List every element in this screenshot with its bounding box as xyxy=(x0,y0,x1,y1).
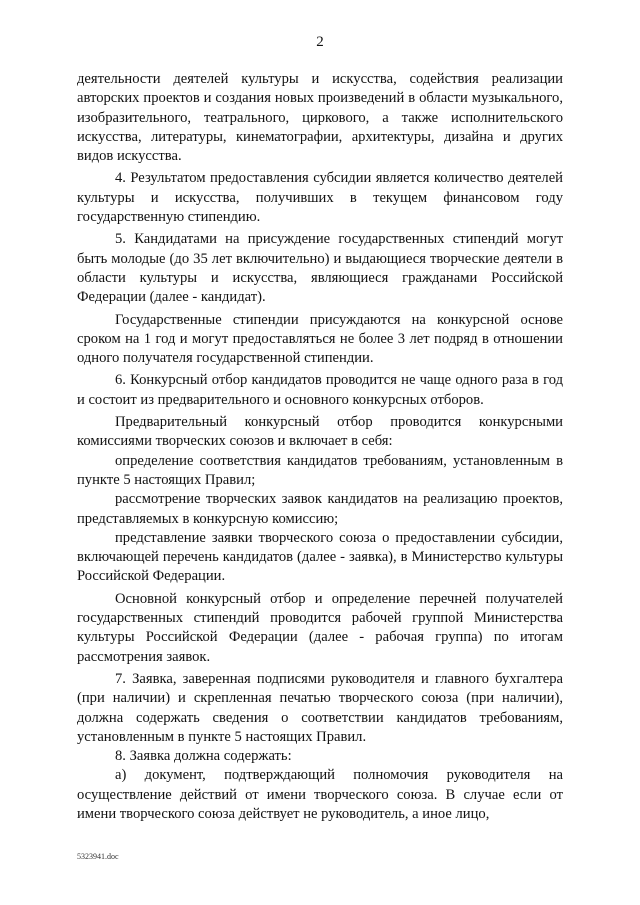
paragraph-item-8: 8. Заявка должна содержать: xyxy=(115,748,292,765)
paragraph-item-7: 7. Заявка, заверенная подписями руководителя и главного бухгалтера (при наличии) и скрепленная печатью творческого союза (при наличии), должна содержать сведения о соответствии кандидатов требованиям, установленным в пункте 5 настоящих Правил. xyxy=(77,670,563,745)
paragraph-item-4: 4. Результатом предоставления субсидии является количество деятелей культуры и искусства, получивших в текущем финансовом году государственную стипендию. xyxy=(77,170,563,226)
paragraph-item-8a: а) документ, подтверждающий полномочия руководителя на осуществление действий от имени творческого союза. В случае если от имени творческого союза действует не руководитель, а иное лицо, xyxy=(77,767,563,822)
document-body xyxy=(77,70,563,824)
paragraph-stipend-term: Государственные стипендии присуждаются на конкурсной основе сроком на 1 год и могут предоставляться не более 3 лет подряд в отношении одного получателя государственной стипендии. xyxy=(77,311,563,367)
paragraph-item-5: 5. Кандидатами на присуждение государственных стипендий могут быть молодые (до 35 лет включительно) и выдающиеся творческие деятели в области культуры и искусства, являющиеся гражданами Российской Федерации (далее - кандидат). xyxy=(77,231,563,306)
paragraph-continuation: деятельности деятелей культуры и искусства, содействия реализации авторских проектов и создания новых произведений в области музыкального, изобразительного, театрального, циркового, а также исполнительского искусства, литературы, кинематографии, архитектуры, дизайна и других видов искусства. xyxy=(77,71,563,165)
paragraph-main-selection: Основной конкурсный отбор и определение перечней получателей государственных стипендий проводится рабочей группой Министерства культуры Российской Федерации (далее - рабочая группа) по итогам рассмотрения заявок. xyxy=(77,590,563,665)
paragraph-review-applications: рассмотрение творческих заявок кандидатов на реализацию проектов, представляемых в конкурсную комиссию; xyxy=(77,491,563,527)
file-name-footer: 5323941.doc xyxy=(77,852,119,861)
page-number: 2 xyxy=(316,34,324,50)
paragraph-item-6: 6. Конкурсный отбор кандидатов проводится не чаще одного раза в год и состоит из предварительного и основного конкурсных отборов. xyxy=(77,372,563,408)
paragraph-submit-application: представление заявки творческого союза о предоставлении субсидии, включающей перечень кандидатов (далее - заявка), в Министерство культуры Российской Федерации. xyxy=(77,529,563,585)
paragraph-criteria-check: определение соответствия кандидатов требованиям, установленным в пункте 5 настоящих Правил; xyxy=(77,452,563,488)
paragraph-preliminary-selection: Предварительный конкурсный отбор проводится конкурсными комиссиями творческих союзов и включает в себя: xyxy=(77,414,563,450)
